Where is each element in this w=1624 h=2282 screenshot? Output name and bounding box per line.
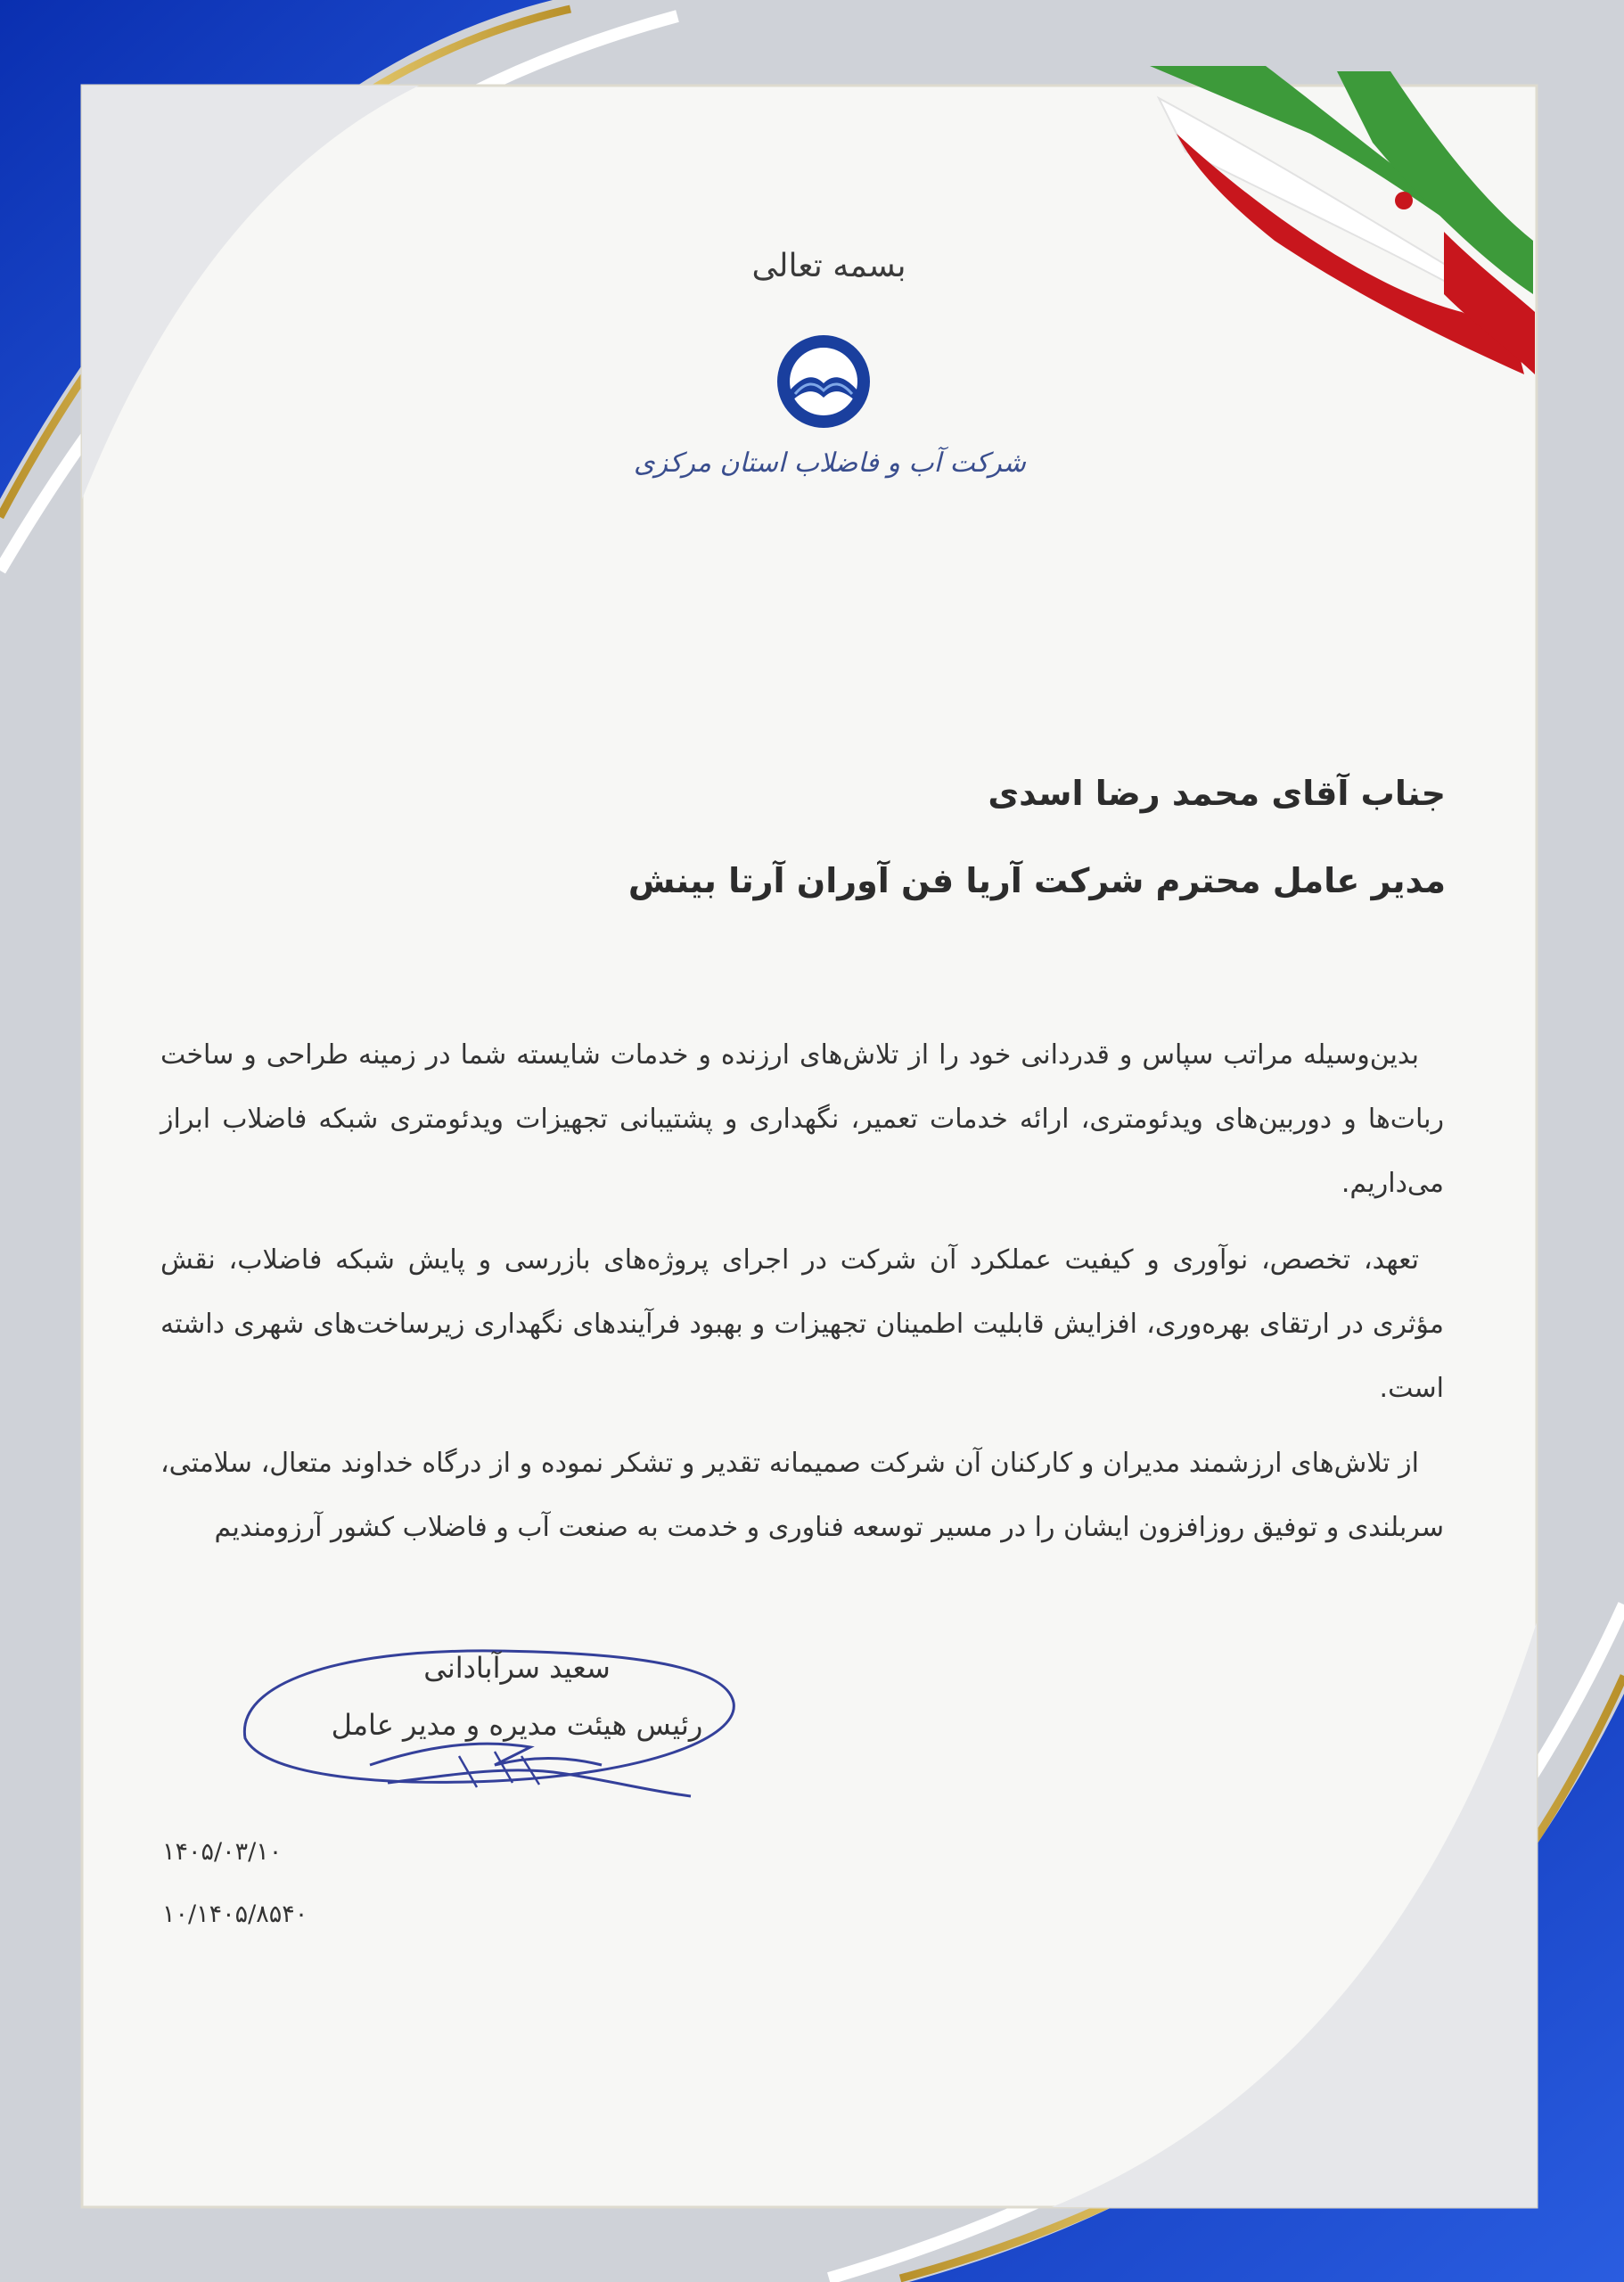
basmala-heading: بسمه تعالی <box>751 248 906 284</box>
signatory-title: رئیس هیئت مدیره و مدیر عامل <box>331 1708 703 1742</box>
recipient-name: جناب آقای محمد رضا اسدی <box>988 774 1446 813</box>
body-paragraph-1: بدین‌وسیله مراتب سپاس و قدردانی خود را از تلاش‌های ارزنده و خدمات شایسته شما در زمینه طراحی و ساخت ربات‌ها و دوربین‌های ویدئومتری، ارائه خدمات تعمیر، نگهداری و پشتیبانی تجهیزات ویدئومتری شبکه فاضلاب ابراز می‌داریم. <box>160 1039 1444 1199</box>
company-name: شرکت آب و فاضلاب استان مرکزی <box>634 447 1026 479</box>
signatory-name: سعید سرآبادانی <box>423 1651 611 1685</box>
body-paragraph-3: از تلاش‌های ارزشمند مدیران و کارکنان آن شرکت صمیمانه تقدیر و تشکر نموده و از درگاه خداوند متعال، سلامتی، سربلندی و توفیق روزافزون ایشان را در مسیر توسعه فناوری و خدمت به صنعت آب و فاضلاب کشور آرزومندیم <box>160 1448 1444 1543</box>
body-paragraph-2: تعهد، تخصص، نوآوری و کیفیت عملکرد آن شرکت در اجرای پروژه‌های بازرسی و پایش شبکه فاضلاب، نقش مؤثری در ارتقای بهره‌وری، افزایش قابلیت اطمینان تجهیزات و بهبود فرآیندهای نگهداری زیرساخت‌های شهری داشته است. <box>160 1244 1444 1404</box>
letter-date: ۱۴۰۵/۰۳/۱۰ <box>162 1838 283 1866</box>
letter-reference-number: ۱۰/۱۴۰۵/۸۵۴۰ <box>162 1900 308 1928</box>
recipient-title: مدیر عامل محترم شرکت آریا فن آوران آرتا بینش <box>627 861 1446 900</box>
water-company-logo-icon <box>774 332 874 431</box>
